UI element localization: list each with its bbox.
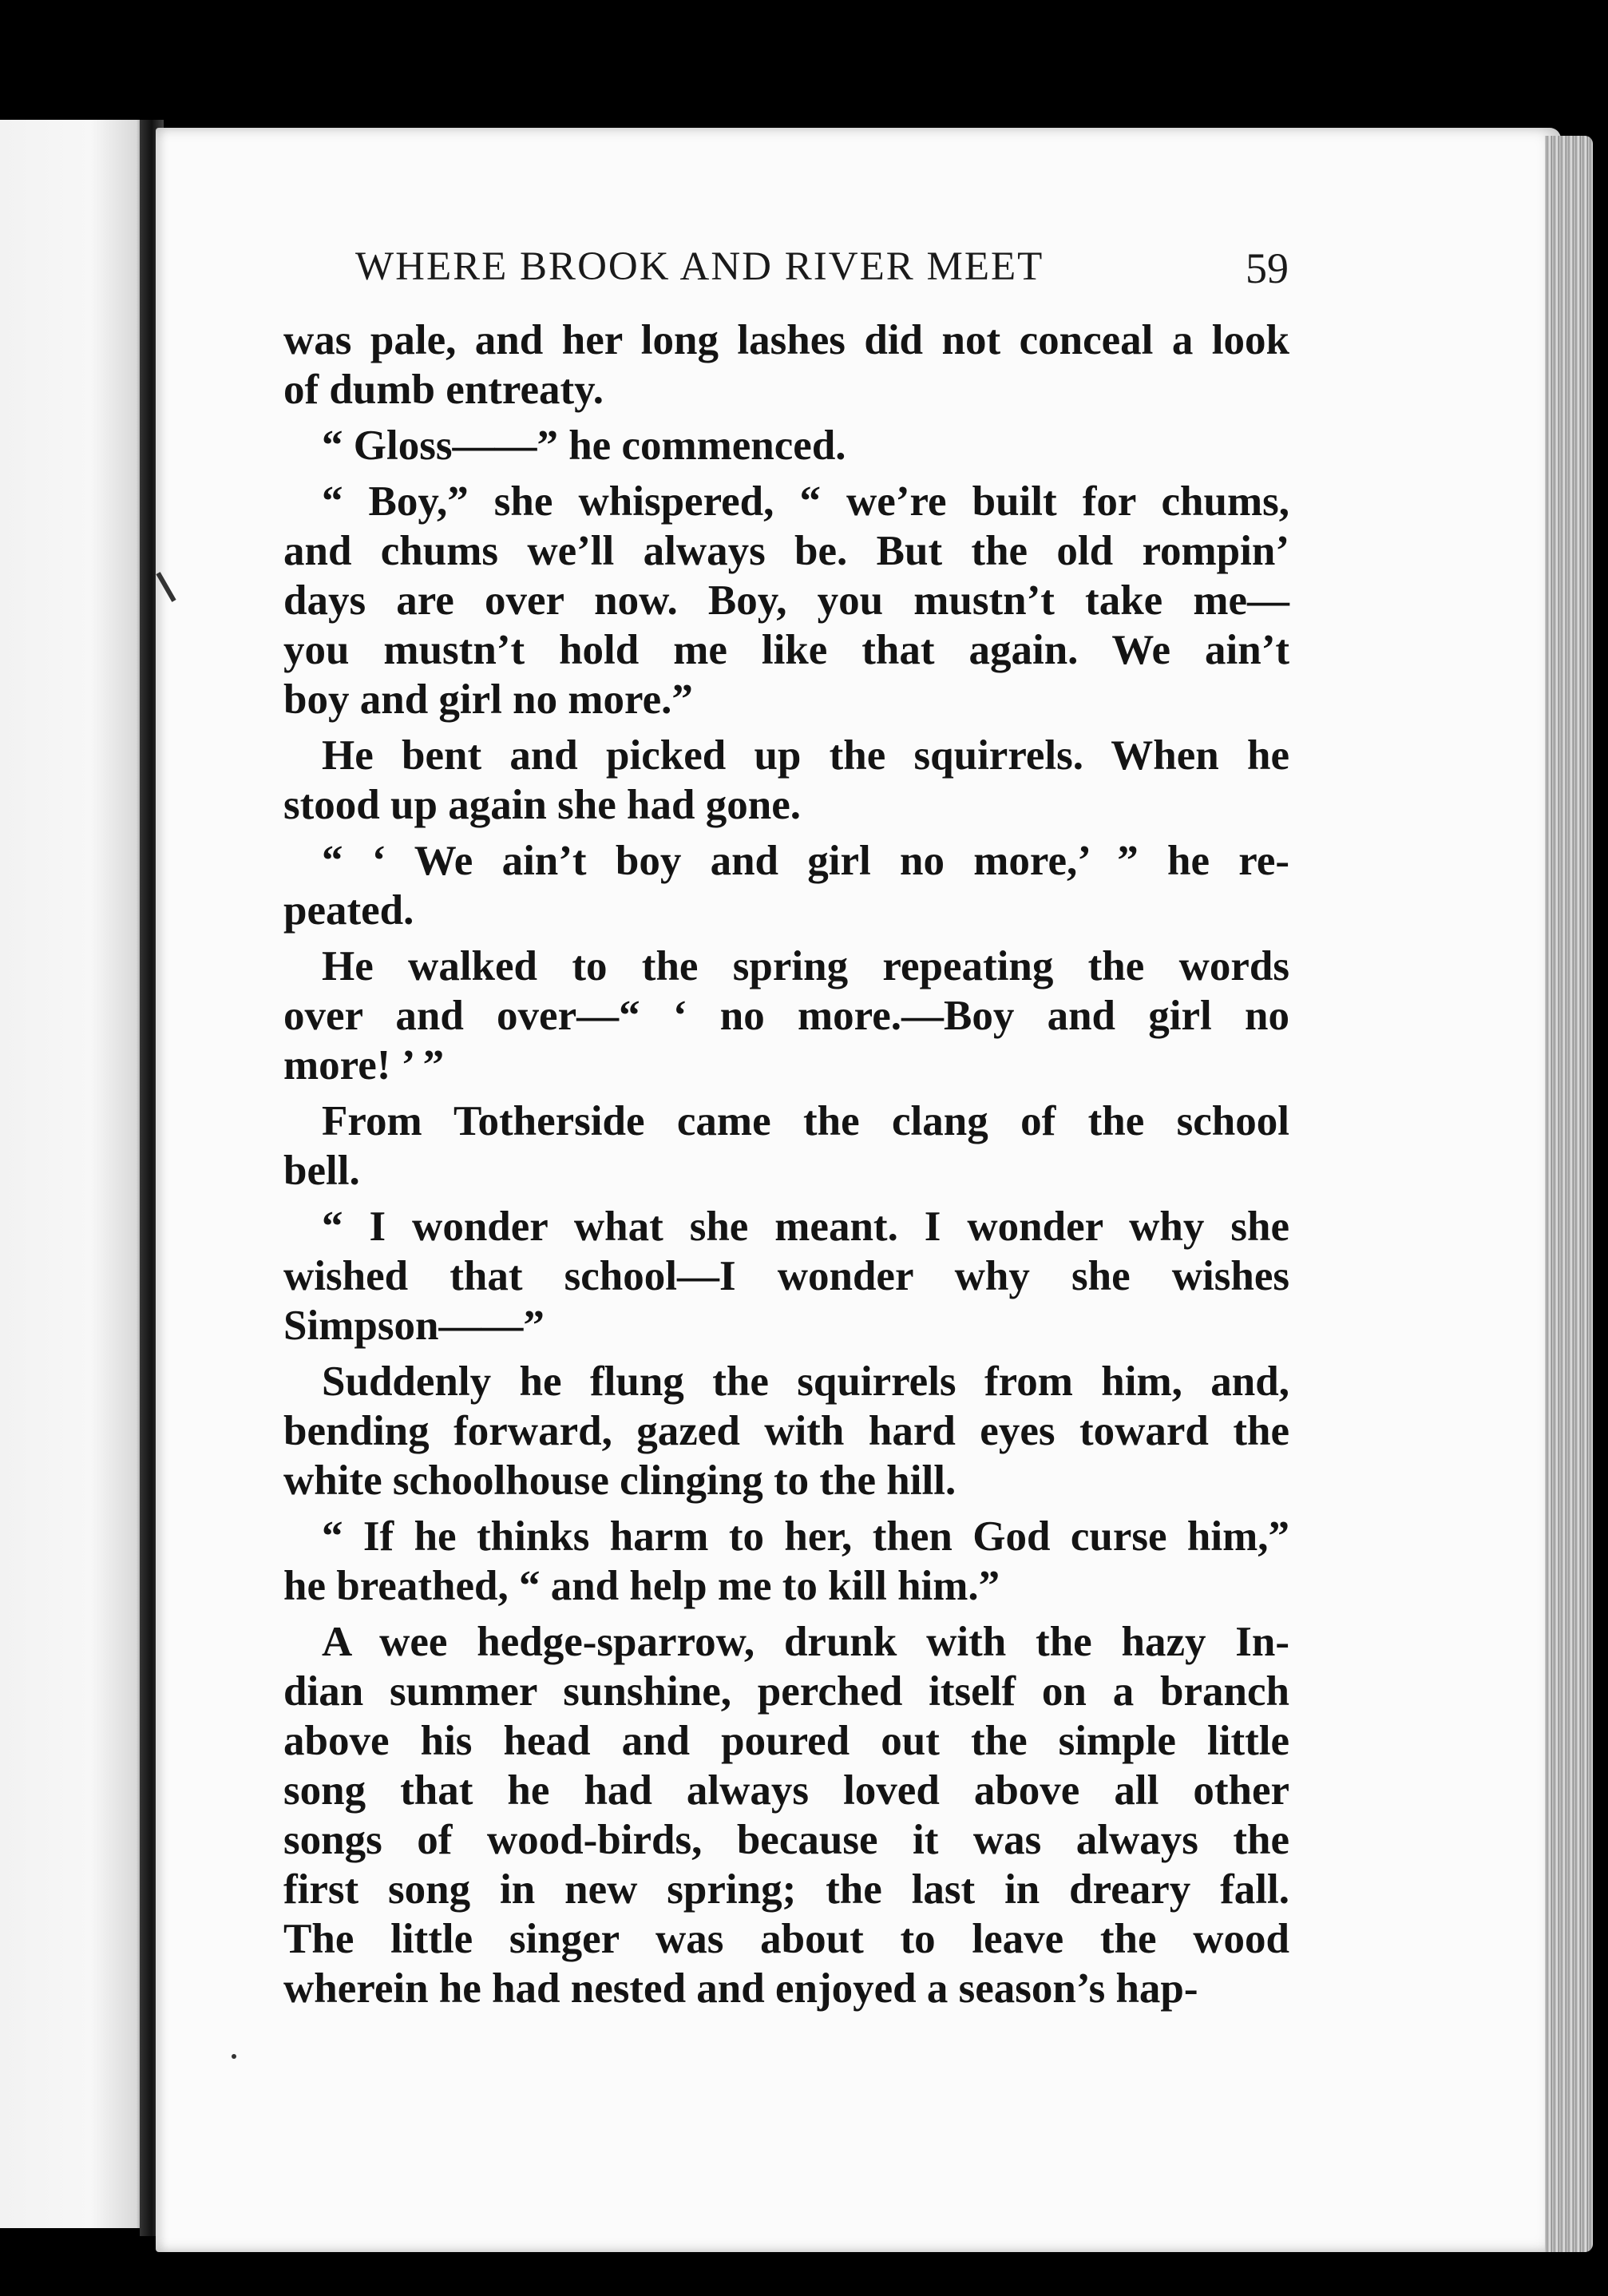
text-line: A wee hedge-sparrow, drunk with the hazy In-: [322, 1619, 1289, 1665]
paragraph: [283, 1202, 1289, 1350]
margin-mark: [232, 2054, 236, 2059]
text-line: Simpson——”: [283, 1303, 545, 1349]
text-line: was pale, and her long lashes did not conceal a look: [283, 317, 1289, 363]
paragraph: [283, 1096, 1289, 1196]
text-line: “ I wonder what she meant. I wonder why she: [322, 1204, 1289, 1250]
text-line: He walked to the spring repeating the words: [322, 943, 1289, 989]
text-line: song that he had always loved above all other: [283, 1767, 1289, 1814]
text-line: more! ’ ”: [283, 1042, 445, 1089]
text-line: and chums we’ll always be. But the old rompin’: [283, 528, 1289, 574]
text-line: He bent and picked up the squirrels. When he: [322, 732, 1289, 779]
text-line: stood up again she had gone.: [283, 782, 801, 828]
text-line: white schoolhouse clinging to the hill.: [283, 1457, 956, 1504]
text-line: wished that school—I wonder why she wishes: [283, 1253, 1289, 1299]
previous-page-edge: [0, 120, 152, 2228]
paragraph: [283, 1617, 1289, 2013]
text-line: days are over now. Boy, you mustn’t take me—: [283, 577, 1289, 624]
text-line: “ ‘ We ain’t boy and girl no more,’ ” he re-: [322, 838, 1289, 884]
text-line: “ Gloss——” he commenced.: [322, 422, 846, 469]
text-line: he breathed, “ and help me to kill him.”: [283, 1563, 1000, 1609]
paragraph: [283, 1357, 1289, 1505]
text-line: boy and girl no more.”: [283, 676, 693, 723]
text-line: From Totherside came the clang of the school: [322, 1098, 1289, 1144]
paragraph: [283, 942, 1289, 1090]
page-body-text: [283, 315, 1289, 2013]
running-head: WHERE BROOK AND RIVER MEET: [355, 244, 1044, 289]
paragraph: [283, 1512, 1289, 1611]
text-line: bending forward, gazed with hard eyes toward the: [283, 1408, 1289, 1454]
text-line: “ Boy,” she whispered, “ we’re built for chums,: [322, 478, 1289, 525]
paragraph: [283, 477, 1289, 724]
text-line: songs of wood-birds, because it was always the: [283, 1817, 1289, 1863]
paragraph: [283, 731, 1289, 830]
text-line: “ If he thinks harm to her, then God curse him,”: [322, 1513, 1289, 1560]
text-line: above his head and poured out the simple little: [283, 1718, 1289, 1764]
paragraph: [283, 315, 1289, 414]
page-number: 59: [1246, 244, 1289, 292]
text-line: wherein he had nested and enjoyed a season’s hap-: [283, 1965, 1198, 2012]
text-line: you mustn’t hold me like that again. We ain’t: [283, 627, 1289, 673]
text-line: of dumb entreaty.: [283, 367, 604, 413]
text-line: first song in new spring; the last in dreary fall.: [283, 1866, 1289, 1913]
paragraph: [283, 421, 1289, 470]
text-line: Suddenly he flung the squirrels from him, and,: [322, 1358, 1289, 1405]
text-line: bell.: [283, 1148, 360, 1194]
text-line: peated.: [283, 887, 414, 934]
page-stack-edge: [1545, 136, 1593, 2252]
text-line: over and over—“ ‘ no more.—Boy and girl no: [283, 993, 1289, 1039]
text-line: The little singer was about to leave the wood: [283, 1916, 1289, 1962]
text-line: dian summer sunshine, perched itself on a branch: [283, 1668, 1289, 1715]
paragraph: [283, 836, 1289, 935]
